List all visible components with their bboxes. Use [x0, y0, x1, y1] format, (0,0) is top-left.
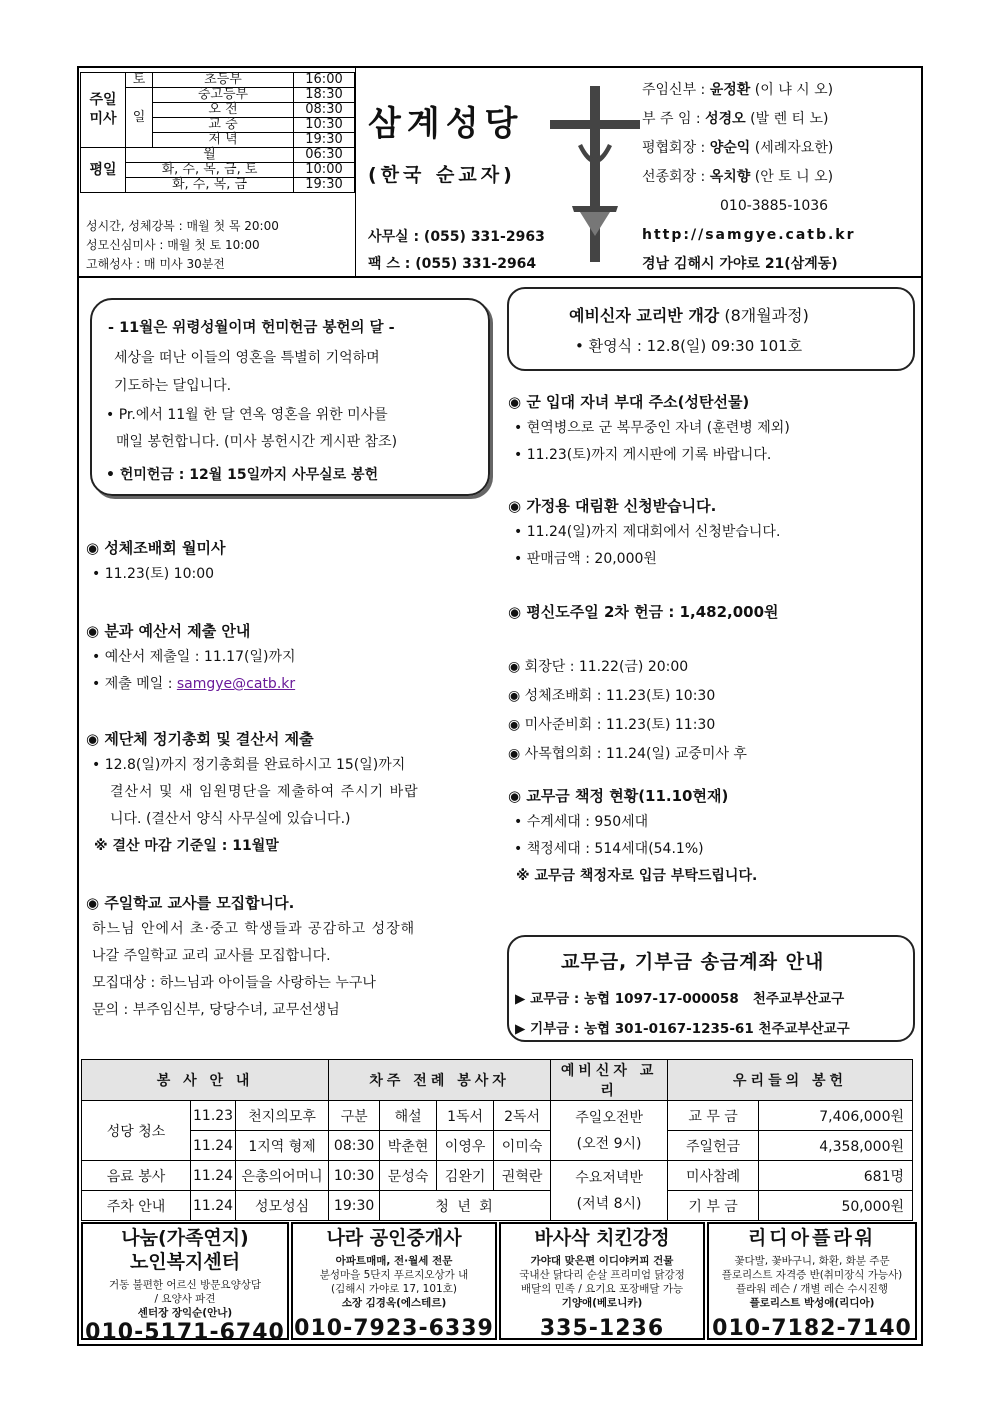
mass-time: 18:30 — [294, 88, 355, 103]
intro-line: 세상을 떠난 이들의 영혼을 특별히 기억하며 — [114, 350, 380, 366]
meeting-item: ◉ 회장단 : 11.22(금) 20:00 — [508, 659, 689, 675]
ad-text: 소장 김경옥(에스테르) — [341, 1297, 447, 1309]
staff-row: 부 주 임 : 성경오 (발 렌 티 노) — [642, 111, 829, 127]
section-line: 결산서 및 새 임원명단을 제출하여 주시기 바랍 — [110, 784, 419, 800]
ad-strip — [81, 1222, 921, 1345]
cross-logo-icon — [550, 86, 640, 262]
mass-note: 성시간, 성체강복 : 매월 첫 목 20:00 — [86, 219, 279, 233]
liturgy-cell: 1독서 — [437, 1101, 494, 1131]
church-subtitle: (한국 순교자) — [368, 164, 516, 186]
offering-label: 교 무 금 — [668, 1101, 759, 1131]
section-line: • 12.8(일)까지 정기총회를 완료하시고 15(일)까지 — [92, 757, 406, 773]
liturgy-cell: 권혁란 — [494, 1161, 551, 1191]
ad-text: 분성마을 5단지 푸르지오상가 내 — [319, 1269, 469, 1281]
account-line: ▶ 교무금 : 농협 1097-17-000058 천주교부산교구 — [515, 991, 845, 1007]
budget-email-link[interactable]: samgye@catb.kr — [176, 676, 296, 692]
mass-row: 화, 수, 목, 금 — [126, 178, 294, 193]
section-line: • 11.23(토) 10:00 — [92, 566, 215, 582]
catechumen-title: 예비신자 교리반 개강 (8개월과정) — [569, 306, 809, 325]
ad-phone: 010-7923-6339 — [294, 1316, 494, 1341]
staff-row: 평협회장 : 양순익 (세례자요한) — [642, 140, 834, 156]
ad-phone: 335-1236 — [539, 1316, 665, 1341]
section-line: • 예산서 제출일 : 11.17(일)까지 — [92, 649, 296, 665]
liturgy-cell: 19:30 — [329, 1191, 380, 1221]
ad-text: 플로리스트 자격증 반(취미장식 가능사) — [721, 1269, 903, 1281]
section-heading: ◉ 분과 예산서 제출 안내 — [86, 622, 251, 640]
section-line: 나갈 주일학교 교리 교사를 모집합니다. — [92, 948, 331, 964]
ad-phone: 010-5171-6740 — [85, 1320, 285, 1345]
section-line: • 수계세대 : 950세대 — [514, 814, 649, 830]
mass-notes — [86, 217, 352, 274]
service-date: 11.23 — [191, 1101, 236, 1131]
november-title: - 11월은 위령성월이며 헌미헌금 봉헌의 달 - — [108, 320, 395, 336]
offering-value: 681명 — [759, 1161, 913, 1191]
mass-note: 고해성사 : 매 미사 30분전 — [86, 257, 225, 271]
ad-phone: 010-7182-7140 — [712, 1316, 912, 1341]
mass-time: 08:30 — [294, 103, 355, 118]
offering-header: 우리들의 봉헌 — [668, 1060, 913, 1101]
section-line: • 제출 메일 : samgye@catb.kr — [92, 676, 296, 692]
catechism-wednesday: 수요저녁반 (저녁 8시) — [551, 1161, 668, 1221]
ad-text: 국내산 닭다리 순살 프리미엄 닭강정 — [519, 1269, 685, 1281]
weekday-mass-label: 평일 — [81, 148, 126, 193]
bullet-text: Pr.에서 11월 한 달 연옥 영혼을 위한 미사를 — [118, 407, 388, 423]
section-note: ※ 결산 마감 기준일 : 11월말 — [94, 838, 279, 854]
section-heading: ◉ 평신도주일 2차 헌금 : 1,482,000원 — [508, 603, 779, 621]
ad-title: 리디아플라워 — [747, 1227, 877, 1249]
section-line: • 현역병으로 군 복무중인 자녀 (훈련병 제외) — [514, 420, 790, 436]
ad-text: (김해시 가야로 17, 101호) — [331, 1283, 457, 1295]
service-drink: 음료 봉사 — [82, 1161, 191, 1191]
intro-line: 기도하는 달입니다. — [114, 378, 232, 394]
staff-phone: 010-3885-1036 — [720, 198, 829, 214]
ad-text: 아파트매매, 전·월세 전문 — [335, 1255, 453, 1267]
section-line: 모집대상 : 하느님과 아이들을 사랑하는 누구나 — [92, 975, 376, 991]
mass-time: 06:30 — [294, 148, 355, 163]
sunday-mass-label: 주일 미사 — [81, 73, 126, 148]
ad-text: 거동 불편한 어르신 방문요양상담 — [108, 1279, 261, 1291]
mass-time: 19:30 — [294, 133, 355, 148]
liturgy-cell: 청 년 회 — [380, 1191, 551, 1221]
section-line: 니다. (결산서 양식 사무실에 있습니다.) — [110, 811, 351, 827]
liturgy-cell: 2독서 — [494, 1101, 551, 1131]
mass-time: 10:00 — [294, 163, 355, 178]
meeting-item: ◉ 미사준비회 : 11.23(토) 11:30 — [508, 717, 716, 733]
service-parking: 주차 안내 — [82, 1191, 191, 1221]
offering-value: 7,406,000원 — [759, 1101, 913, 1131]
mass-row: 월 — [126, 148, 294, 163]
november-intro — [114, 344, 380, 400]
liturgy-cell: 김완기 — [437, 1161, 494, 1191]
mass-row: 저 녁 — [153, 133, 294, 148]
liturgy-cell: 10:30 — [329, 1161, 380, 1191]
header-vline — [355, 66, 356, 276]
ad-text: 플로리스트 박성애(리디아) — [749, 1297, 875, 1309]
service-clean: 성당 청소 — [82, 1101, 191, 1161]
ad-nanum — [81, 1222, 289, 1345]
offering-value: 4,358,000원 — [759, 1131, 913, 1161]
ad-text: 꽃다발, 꽃바구니, 화환, 화분 주문 — [734, 1255, 890, 1267]
mass-row: 초등부 — [153, 73, 294, 88]
service-table — [81, 1059, 913, 1221]
catechism-header: 예비신자 교리 — [551, 1060, 668, 1101]
service-date: 11.24 — [191, 1191, 236, 1221]
offering-value: 50,000원 — [759, 1191, 913, 1221]
section-line: • 판매금액 : 20,000원 — [514, 551, 657, 567]
fax-number: 팩 스 : (055) 331-2964 — [368, 256, 537, 272]
mass-time: 10:30 — [294, 118, 355, 133]
sun-label: 일 — [126, 88, 153, 148]
mass-schedule — [80, 72, 355, 193]
mass-row: 화, 수, 목, 금, 토 — [126, 163, 294, 178]
section-heading: ◉ 교무금 책정 현황(11.10현재) — [508, 787, 729, 805]
section-line: 문의 : 부주임신부, 당당수녀, 교무선생님 — [92, 1002, 340, 1018]
ad-text: 가야대 맞은편 이디야커피 건물 — [530, 1255, 674, 1267]
mass-row: 교 중 — [153, 118, 294, 133]
liturgy-header: 차주 전례 봉사자 — [329, 1060, 551, 1101]
sat-label: 토 — [126, 73, 153, 88]
liturgy-cell: 구분 — [329, 1101, 380, 1131]
section-heading: ◉ 주일학교 교사를 모집합니다. — [86, 894, 295, 912]
liturgy-cell: 박춘현 — [380, 1131, 437, 1161]
catechumen-line: • 환영식 : 12.8(일) 09:30 101호 — [575, 337, 803, 355]
section-note: ※ 교무금 책정자로 입금 부탁드립니다. — [516, 868, 758, 884]
section-heading: ◉ 군 입대 자녀 부대 주소(성탄선물) — [508, 393, 750, 411]
section-heading: ◉ 가정용 대림환 신청받습니다. — [508, 497, 717, 515]
service-group: 천지의모후 — [236, 1101, 329, 1131]
ad-title: 나눔(가족연지) — [121, 1227, 249, 1249]
catechism-sunday: 주일오전반 (오전 9시) — [551, 1101, 668, 1161]
mass-time: 16:00 — [294, 73, 355, 88]
left-column — [86, 535, 496, 1024]
church-url[interactable]: http://samgye.catb.kr — [642, 227, 856, 243]
ad-nara — [291, 1222, 497, 1340]
bullet-text: 매일 봉헌합니다. (미사 봉헌시간 게시판 참조) — [116, 434, 398, 450]
ad-title: 나라 공인중개사 — [326, 1227, 462, 1249]
ad-title: 노인복지센터 — [129, 1251, 241, 1273]
liturgy-cell: 이영우 — [437, 1131, 494, 1161]
bullet-text: 헌미헌금 : 12월 15일까지 사무실로 봉헌 — [119, 467, 379, 483]
liturgy-cell: 08:30 — [329, 1131, 380, 1161]
mass-row: 오 전 — [153, 103, 294, 118]
ad-text: 기양애(베로니카) — [561, 1297, 643, 1309]
staff-list — [642, 76, 917, 279]
ad-text: / 요양사 파견 — [154, 1293, 216, 1305]
right-column — [508, 389, 918, 890]
section-line: • 책정세대 : 514세대(54.1%) — [514, 841, 704, 857]
section-heading: ◉ 성체조배회 월미사 — [86, 539, 226, 557]
section-line: 하느님 안에서 초·중고 학생들과 공감하고 성장해 — [92, 921, 416, 937]
service-date: 11.24 — [191, 1131, 236, 1161]
service-group: 은총의어머니 — [236, 1161, 329, 1191]
november-box — [90, 298, 490, 496]
mass-row: 중고등부 — [153, 88, 294, 103]
staff-row: 선종회장 : 옥치향 (안 토 니 오) — [642, 169, 834, 185]
offering-label: 미사참례 — [668, 1161, 759, 1191]
account-line: ▶ 기부금 : 농협 301-0167-1235-61 천주교부산교구 — [515, 1021, 850, 1037]
meeting-item: ◉ 성체조배회 : 11.23(토) 10:30 — [508, 688, 716, 704]
church-address: 경남 김해시 가야로 21(삼계동) — [642, 256, 838, 272]
account-box — [507, 935, 915, 1042]
ad-text: 플라워 레슨 / 개별 레슨 수시진행 — [735, 1283, 889, 1295]
liturgy-cell: 이미숙 — [494, 1131, 551, 1161]
section-line: • 11.23(토)까지 게시판에 기록 바랍니다. — [514, 447, 772, 463]
offering-label: 기 부 금 — [668, 1191, 759, 1221]
section-line: • 11.24(일)까지 제대회에서 신청받습니다. — [514, 524, 781, 540]
mass-note: 성모신심미사 : 매월 첫 토 10:00 — [86, 238, 260, 252]
office-phone: 사무실 : (055) 331-2963 — [368, 229, 545, 245]
service-date: 11.24 — [191, 1161, 236, 1191]
ad-text: 배달의 민족 / 요기요 포장배달 가능 — [520, 1283, 684, 1295]
church-title: 삼계성당 — [368, 104, 524, 144]
ad-text: 센터장 장익순(안나) — [137, 1307, 233, 1319]
november-bullets: • Pr.에서 11월 한 달 연옥 영혼을 위한 미사를 매일 봉헌합니다. (미사 봉헌시간 게시판 참조) • 헌미헌금 : 12월 15일까지 사무실로 봉헌 — [106, 407, 398, 483]
liturgy-cell: 문성숙 — [380, 1161, 437, 1191]
section-heading: ◉ 제단체 정기총회 및 결산서 제출 — [86, 730, 314, 748]
ad-title: 바사삭 치킨강정 — [534, 1227, 670, 1249]
catechumen-box — [507, 287, 915, 371]
liturgy-cell: 해설 — [380, 1101, 437, 1131]
staff-row: 주임신부 : 윤정환 (이 냐 시 오) — [642, 82, 834, 98]
offering-label: 주일헌금 — [668, 1131, 759, 1161]
service-header: 봉 사 안 내 — [82, 1060, 329, 1101]
ad-lydia — [707, 1222, 917, 1340]
service-group: 성모성심 — [236, 1191, 329, 1221]
service-group: 1지역 형제 — [236, 1131, 329, 1161]
account-title: 교무금, 기부금 송금계좌 안내 — [561, 951, 825, 973]
ad-basasak — [499, 1222, 705, 1340]
meeting-item: ◉ 사목협의회 : 11.24(일) 교중미사 후 — [508, 746, 747, 762]
mass-time: 19:30 — [294, 178, 355, 193]
